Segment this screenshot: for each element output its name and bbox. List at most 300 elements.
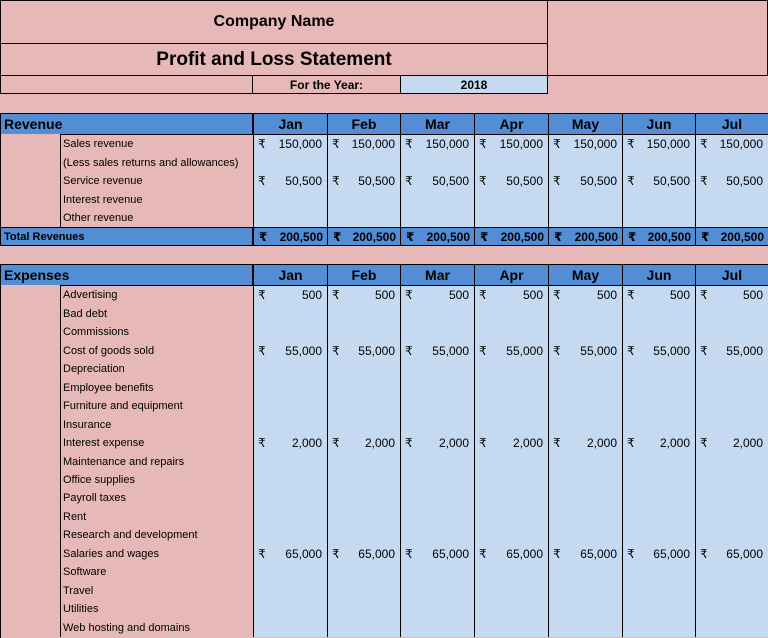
- expenses-value-cell[interactable]: [695, 304, 768, 323]
- expenses-value-cell[interactable]: [695, 526, 768, 544]
- expenses-value-cell[interactable]: [695, 434, 768, 452]
- expenses-value-cell[interactable]: [695, 600, 768, 618]
- amount: 55,000: [653, 343, 690, 358]
- revenue-value-cell[interactable]: [474, 227, 549, 246]
- currency-symbol: ₹: [258, 436, 266, 450]
- currency-symbol: ₹: [258, 288, 266, 302]
- column-gridline: [474, 135, 475, 227]
- currency-symbol: ₹: [405, 343, 413, 358]
- total-amount: 200,500: [352, 229, 396, 244]
- expenses-value-cell[interactable]: [622, 286, 695, 304]
- year-label-cell[interactable]: For the Year:: [252, 75, 401, 94]
- amount: 150,000: [278, 137, 322, 151]
- revenue-item-label[interactable]: (Less sales returns and allowances): [60, 153, 253, 172]
- revenue-month-header-mar[interactable]: Mar: [400, 113, 475, 135]
- expenses-value-cell[interactable]: [327, 378, 400, 397]
- revenue-value-cell[interactable]: [327, 209, 400, 227]
- currency-symbol: ₹: [333, 229, 342, 244]
- revenue-value-cell[interactable]: [400, 227, 475, 246]
- expenses-value-cell[interactable]: [400, 452, 474, 471]
- expenses-item-label[interactable]: Cost of goods sold: [60, 341, 253, 360]
- expenses-value-cell[interactable]: [253, 286, 327, 304]
- expenses-value-cell[interactable]: [400, 544, 474, 563]
- expenses-value-cell[interactable]: [474, 581, 548, 600]
- expenses-value-cell[interactable]: [548, 471, 622, 489]
- expenses-item-label[interactable]: Software: [60, 563, 253, 581]
- expenses-heading[interactable]: Expenses: [0, 264, 253, 286]
- expenses-value-cell[interactable]: [327, 618, 400, 637]
- expenses-value-cell[interactable]: [695, 618, 768, 637]
- revenue-value-cell[interactable]: [327, 172, 400, 190]
- expenses-value-cell[interactable]: [622, 341, 695, 360]
- revenue-value-cell[interactable]: [253, 135, 327, 153]
- revenue-value-cell[interactable]: [622, 172, 695, 190]
- expenses-value-cell[interactable]: [695, 507, 768, 526]
- expenses-value-cell[interactable]: [474, 452, 548, 471]
- expenses-value-cell[interactable]: [327, 323, 400, 341]
- expenses-value-cell[interactable]: [327, 600, 400, 618]
- expenses-month-header-may[interactable]: May: [548, 264, 623, 286]
- revenue-value-cell[interactable]: [622, 209, 695, 227]
- amount: 500: [596, 288, 617, 302]
- column-gridline: [548, 135, 549, 227]
- expenses-month-header-jan[interactable]: Jan: [253, 264, 328, 286]
- expenses-value-cell[interactable]: [253, 471, 327, 489]
- expenses-value-cell[interactable]: [474, 471, 548, 489]
- amount: 50,500: [285, 174, 322, 188]
- expenses-month-header-apr[interactable]: Apr: [474, 264, 549, 286]
- expenses-value-cell[interactable]: [548, 563, 622, 581]
- expenses-value-cell[interactable]: [400, 600, 474, 618]
- expenses-item-label[interactable]: Interest expense: [60, 434, 253, 452]
- expenses-item-label[interactable]: Depreciation: [60, 360, 253, 378]
- expenses-value-cell[interactable]: [622, 471, 695, 489]
- currency-symbol: ₹: [553, 546, 561, 561]
- revenue-value-cell[interactable]: [474, 153, 548, 172]
- expenses-value-cell[interactable]: [474, 286, 548, 304]
- expenses-value-cell[interactable]: [253, 452, 327, 471]
- amount: 55,000: [432, 343, 469, 358]
- expenses-value-cell[interactable]: [695, 323, 768, 341]
- expenses-item-label[interactable]: Advertising: [60, 286, 253, 304]
- column-gridline: [400, 286, 401, 637]
- expenses-item-label[interactable]: Bad debt: [60, 304, 253, 323]
- expenses-month-header-feb[interactable]: Feb: [327, 264, 401, 286]
- expenses-value-cell[interactable]: [695, 452, 768, 471]
- revenue-value-cell[interactable]: [695, 190, 768, 209]
- column-gridline: [253, 135, 254, 227]
- revenue-value-cell[interactable]: [622, 135, 695, 153]
- expenses-value-cell[interactable]: [474, 434, 548, 452]
- currency-symbol: ₹: [553, 174, 561, 188]
- revenue-item-label[interactable]: Interest revenue: [60, 190, 253, 209]
- expenses-value-cell[interactable]: [695, 360, 768, 378]
- amount: 50,500: [506, 174, 543, 188]
- expenses-value-cell[interactable]: [474, 304, 548, 323]
- expenses-value-cell[interactable]: [253, 507, 327, 526]
- currency-symbol: ₹: [405, 436, 413, 450]
- expenses-value-cell[interactable]: [622, 323, 695, 341]
- currency-symbol: ₹: [479, 288, 487, 302]
- expenses-value-cell[interactable]: [622, 581, 695, 600]
- expenses-value-cell[interactable]: [253, 341, 327, 360]
- revenue-value-cell[interactable]: [622, 190, 695, 209]
- expenses-value-cell[interactable]: [327, 286, 400, 304]
- expenses-value-cell[interactable]: [548, 304, 622, 323]
- currency-symbol: ₹: [553, 137, 561, 151]
- expenses-value-cell[interactable]: [695, 378, 768, 397]
- expenses-item-label[interactable]: Rent: [60, 507, 253, 526]
- expenses-month-header-jul[interactable]: Jul: [695, 264, 768, 286]
- expenses-value-cell[interactable]: [695, 581, 768, 600]
- revenue-value-cell[interactable]: [400, 209, 474, 227]
- expenses-value-cell[interactable]: [622, 526, 695, 544]
- currency-symbol: ₹: [332, 436, 340, 450]
- expenses-value-cell[interactable]: [548, 452, 622, 471]
- year-label-spacer[interactable]: [0, 75, 253, 94]
- expenses-value-cell[interactable]: [548, 341, 622, 360]
- amount: 65,000: [285, 546, 322, 561]
- revenue-value-cell[interactable]: [253, 153, 327, 172]
- amount: 65,000: [432, 546, 469, 561]
- expenses-value-cell[interactable]: [253, 360, 327, 378]
- amount: 150,000: [573, 137, 617, 151]
- expenses-value-cell[interactable]: [400, 397, 474, 415]
- amount: 2,000: [512, 436, 543, 450]
- expenses-value-cell[interactable]: [548, 360, 622, 378]
- expenses-value-cell[interactable]: [327, 526, 400, 544]
- revenue-value-cell[interactable]: [400, 135, 474, 153]
- expenses-value-cell[interactable]: [253, 618, 327, 637]
- expenses-value-cell[interactable]: [253, 378, 327, 397]
- expenses-value-cell[interactable]: [548, 544, 622, 563]
- currency-symbol: ₹: [258, 546, 266, 561]
- expenses-value-cell[interactable]: [327, 471, 400, 489]
- expenses-value-cell[interactable]: [622, 544, 695, 563]
- revenue-month-header-jan[interactable]: Jan: [253, 113, 328, 135]
- currency-symbol: ₹: [700, 288, 708, 302]
- expenses-item-label[interactable]: Employee benefits: [60, 378, 253, 397]
- revenue-item-label[interactable]: Other revenue: [60, 209, 253, 227]
- column-gridline: [622, 286, 623, 637]
- expenses-value-cell[interactable]: [400, 618, 474, 637]
- revenue-value-cell[interactable]: [400, 153, 474, 172]
- total-amount: 200,500: [720, 229, 764, 244]
- revenue-month-header-apr[interactable]: Apr: [474, 113, 549, 135]
- expenses-value-cell[interactable]: [400, 581, 474, 600]
- revenue-value-cell[interactable]: [327, 190, 400, 209]
- expenses-value-cell[interactable]: [474, 360, 548, 378]
- revenue-month-header-feb[interactable]: Feb: [327, 113, 401, 135]
- currency-symbol: ₹: [700, 137, 708, 151]
- column-gridline: [622, 135, 623, 227]
- expenses-month-header-jun[interactable]: Jun: [622, 264, 696, 286]
- expenses-value-cell[interactable]: [474, 563, 548, 581]
- revenue-value-cell[interactable]: [474, 135, 548, 153]
- expenses-value-cell[interactable]: [622, 563, 695, 581]
- expenses-value-cell[interactable]: [474, 323, 548, 341]
- expenses-value-cell[interactable]: [622, 378, 695, 397]
- expenses-value-cell[interactable]: [327, 415, 400, 434]
- expenses-value-cell[interactable]: [253, 544, 327, 563]
- expenses-value-cell[interactable]: [327, 507, 400, 526]
- revenue-value-cell[interactable]: [548, 190, 622, 209]
- currency-symbol: ₹: [553, 343, 561, 358]
- revenue-value-cell[interactable]: [474, 209, 548, 227]
- expenses-value-cell[interactable]: [253, 323, 327, 341]
- expenses-value-cell[interactable]: [622, 397, 695, 415]
- currency-symbol: ₹: [700, 343, 708, 358]
- amount: 500: [448, 288, 469, 302]
- revenue-value-cell[interactable]: [695, 227, 768, 246]
- header-empty-cell[interactable]: [547, 0, 768, 76]
- expenses-value-cell[interactable]: [400, 286, 474, 304]
- column-gridline: [253, 286, 254, 637]
- amount: 55,000: [506, 343, 543, 358]
- column-gridline: [695, 135, 696, 227]
- amount: 500: [301, 288, 322, 302]
- amount: 55,000: [580, 343, 617, 358]
- revenue-month-header-jun[interactable]: Jun: [622, 113, 696, 135]
- expenses-value-cell[interactable]: [474, 507, 548, 526]
- expenses-value-cell[interactable]: [327, 544, 400, 563]
- amount: 50,500: [580, 174, 617, 188]
- expenses-value-cell[interactable]: [327, 489, 400, 507]
- amount: 2,000: [659, 436, 690, 450]
- revenue-item-label[interactable]: Service revenue: [60, 172, 253, 190]
- expenses-value-cell[interactable]: [400, 471, 474, 489]
- expenses-value-cell[interactable]: [327, 360, 400, 378]
- currency-symbol: ₹: [479, 343, 487, 358]
- expenses-value-cell[interactable]: [622, 600, 695, 618]
- expenses-value-cell[interactable]: [474, 341, 548, 360]
- expenses-item-label[interactable]: Maintenance and repairs: [60, 452, 253, 471]
- expenses-value-cell[interactable]: [400, 304, 474, 323]
- amount: 500: [742, 288, 763, 302]
- amount: 2,000: [732, 436, 763, 450]
- revenue-value-cell[interactable]: [253, 227, 328, 246]
- revenue-value-cell[interactable]: [253, 172, 327, 190]
- expenses-value-cell[interactable]: [474, 415, 548, 434]
- expenses-item-label[interactable]: Research and development: [60, 526, 253, 544]
- revenue-month-header-may[interactable]: May: [548, 113, 623, 135]
- expenses-item-label[interactable]: Furniture and equipment: [60, 397, 253, 415]
- revenue-value-cell[interactable]: [474, 190, 548, 209]
- expenses-value-cell[interactable]: [253, 526, 327, 544]
- expenses-value-cell[interactable]: [548, 489, 622, 507]
- amount: 500: [669, 288, 690, 302]
- amount: 150,000: [499, 137, 543, 151]
- currency-symbol: ₹: [701, 229, 710, 244]
- expenses-item-label[interactable]: Payroll taxes: [60, 489, 253, 507]
- expenses-value-cell[interactable]: [548, 323, 622, 341]
- revenue-value-cell[interactable]: [548, 172, 622, 190]
- total-amount: 200,500: [500, 229, 544, 244]
- expenses-value-cell[interactable]: [548, 600, 622, 618]
- currency-symbol: ₹: [259, 229, 268, 244]
- revenue-value-cell[interactable]: [400, 190, 474, 209]
- expenses-value-cell[interactable]: [400, 526, 474, 544]
- expenses-value-cell[interactable]: [622, 489, 695, 507]
- amount: 2,000: [586, 436, 617, 450]
- expenses-value-cell[interactable]: [622, 507, 695, 526]
- currency-symbol: ₹: [479, 436, 487, 450]
- currency-symbol: ₹: [479, 546, 487, 561]
- total-revenues-label[interactable]: Total Revenues: [0, 227, 253, 246]
- expenses-value-cell[interactable]: [400, 360, 474, 378]
- expenses-value-cell[interactable]: [474, 378, 548, 397]
- revenue-value-cell[interactable]: [400, 172, 474, 190]
- expenses-value-cell[interactable]: [400, 507, 474, 526]
- revenue-item-label[interactable]: Sales revenue: [60, 135, 253, 153]
- currency-symbol: ₹: [627, 343, 635, 358]
- expenses-value-cell[interactable]: [622, 434, 695, 452]
- expenses-value-cell[interactable]: [253, 600, 327, 618]
- expenses-value-cell[interactable]: [622, 618, 695, 637]
- expenses-value-cell[interactable]: [327, 397, 400, 415]
- currency-symbol: ₹: [405, 546, 413, 561]
- expenses-value-cell[interactable]: [253, 434, 327, 452]
- expenses-value-cell[interactable]: [474, 600, 548, 618]
- expenses-value-cell[interactable]: [327, 434, 400, 452]
- expenses-value-cell[interactable]: [548, 378, 622, 397]
- expenses-value-cell[interactable]: [548, 526, 622, 544]
- revenue-value-cell[interactable]: [548, 135, 622, 153]
- currency-symbol: ₹: [700, 546, 708, 561]
- expenses-value-cell[interactable]: [474, 489, 548, 507]
- expenses-value-cell[interactable]: [253, 415, 327, 434]
- amount: 65,000: [726, 546, 763, 561]
- expenses-item-label[interactable]: Office supplies: [60, 471, 253, 489]
- revenue-value-cell[interactable]: [253, 190, 327, 209]
- expenses-value-cell[interactable]: [548, 286, 622, 304]
- currency-symbol: ₹: [480, 229, 489, 244]
- revenue-value-cell[interactable]: [548, 227, 623, 246]
- revenue-value-cell[interactable]: [695, 172, 768, 190]
- expenses-value-cell[interactable]: [695, 471, 768, 489]
- statement-title-cell[interactable]: Profit and Loss Statement: [0, 43, 548, 76]
- currency-symbol: ₹: [628, 229, 637, 244]
- expenses-value-cell[interactable]: [253, 563, 327, 581]
- expenses-value-cell[interactable]: [548, 507, 622, 526]
- revenue-value-cell[interactable]: [548, 209, 622, 227]
- expenses-value-cell[interactable]: [548, 415, 622, 434]
- expenses-value-cell[interactable]: [548, 581, 622, 600]
- expenses-item-label[interactable]: Salaries and wages: [60, 544, 253, 563]
- expenses-value-cell[interactable]: [695, 489, 768, 507]
- expenses-value-cell[interactable]: [695, 286, 768, 304]
- revenue-value-cell[interactable]: [327, 153, 400, 172]
- expenses-value-cell[interactable]: [548, 618, 622, 637]
- expenses-value-cell[interactable]: [400, 378, 474, 397]
- expenses-value-cell[interactable]: [253, 489, 327, 507]
- currency-symbol: ₹: [700, 174, 708, 188]
- revenue-value-cell[interactable]: [548, 153, 622, 172]
- currency-symbol: ₹: [405, 174, 413, 188]
- revenue-value-cell[interactable]: [695, 135, 768, 153]
- expenses-value-cell[interactable]: [400, 563, 474, 581]
- total-amount: 200,500: [426, 229, 470, 244]
- revenue-heading[interactable]: Revenue: [0, 113, 253, 135]
- expenses-value-cell[interactable]: [695, 544, 768, 563]
- expenses-item-label[interactable]: Insurance: [60, 415, 253, 434]
- currency-symbol: ₹: [332, 174, 340, 188]
- revenue-value-cell[interactable]: [622, 227, 696, 246]
- currency-symbol: ₹: [627, 137, 635, 151]
- amount: 50,500: [358, 174, 395, 188]
- expenses-item-label[interactable]: Commissions: [60, 323, 253, 341]
- expenses-value-cell[interactable]: [695, 397, 768, 415]
- expenses-value-cell[interactable]: [474, 526, 548, 544]
- currency-symbol: ₹: [332, 546, 340, 561]
- expenses-item-label[interactable]: Web hosting and domains: [60, 618, 253, 637]
- revenue-value-cell[interactable]: [622, 153, 695, 172]
- expenses-value-cell[interactable]: [400, 434, 474, 452]
- currency-symbol: ₹: [479, 174, 487, 188]
- column-gridline: [695, 286, 696, 637]
- company-name-cell[interactable]: Company Name: [0, 0, 548, 44]
- expenses-value-cell[interactable]: [327, 341, 400, 360]
- column-gridline: [474, 286, 475, 637]
- expenses-value-cell[interactable]: [695, 341, 768, 360]
- currency-symbol: ₹: [406, 229, 415, 244]
- revenue-value-cell[interactable]: [253, 209, 327, 227]
- year-value-cell[interactable]: 2018: [400, 75, 548, 94]
- amount: 55,000: [726, 343, 763, 358]
- expenses-value-cell[interactable]: [253, 304, 327, 323]
- expenses-value-cell[interactable]: [622, 452, 695, 471]
- expenses-value-cell[interactable]: [695, 563, 768, 581]
- expenses-value-cell[interactable]: [474, 544, 548, 563]
- revenue-value-cell[interactable]: [695, 153, 768, 172]
- expenses-value-cell[interactable]: [548, 434, 622, 452]
- column-gridline: [548, 286, 549, 637]
- expenses-month-header-mar[interactable]: Mar: [400, 264, 475, 286]
- expenses-value-cell[interactable]: [474, 397, 548, 415]
- currency-symbol: ₹: [258, 174, 266, 188]
- expenses-value-cell[interactable]: [400, 323, 474, 341]
- expenses-item-label[interactable]: Utilities: [60, 600, 253, 618]
- expenses-value-cell[interactable]: [327, 304, 400, 323]
- revenue-value-cell[interactable]: [327, 135, 400, 153]
- expenses-value-cell[interactable]: [327, 563, 400, 581]
- expenses-value-cell[interactable]: [622, 415, 695, 434]
- expenses-value-cell[interactable]: [253, 397, 327, 415]
- currency-symbol: ₹: [627, 174, 635, 188]
- revenue-month-header-jul[interactable]: Jul: [695, 113, 768, 135]
- currency-symbol: ₹: [405, 137, 413, 151]
- revenue-value-cell[interactable]: [695, 209, 768, 227]
- expenses-value-cell[interactable]: [327, 581, 400, 600]
- expenses-value-cell[interactable]: [400, 489, 474, 507]
- expenses-value-cell[interactable]: [400, 341, 474, 360]
- expenses-item-label[interactable]: Travel: [60, 581, 253, 600]
- currency-symbol: ₹: [479, 137, 487, 151]
- expenses-value-cell[interactable]: [253, 581, 327, 600]
- expenses-value-cell[interactable]: [622, 360, 695, 378]
- amount: 65,000: [506, 546, 543, 561]
- expenses-value-cell[interactable]: [400, 415, 474, 434]
- expenses-value-cell[interactable]: [695, 415, 768, 434]
- expenses-value-cell[interactable]: [548, 397, 622, 415]
- expenses-value-cell[interactable]: [327, 452, 400, 471]
- revenue-value-cell[interactable]: [474, 172, 548, 190]
- revenue-value-cell[interactable]: [327, 227, 401, 246]
- amount: 150,000: [646, 137, 690, 151]
- expenses-value-cell[interactable]: [622, 304, 695, 323]
- column-gridline: [327, 286, 328, 637]
- expenses-value-cell[interactable]: [474, 618, 548, 637]
